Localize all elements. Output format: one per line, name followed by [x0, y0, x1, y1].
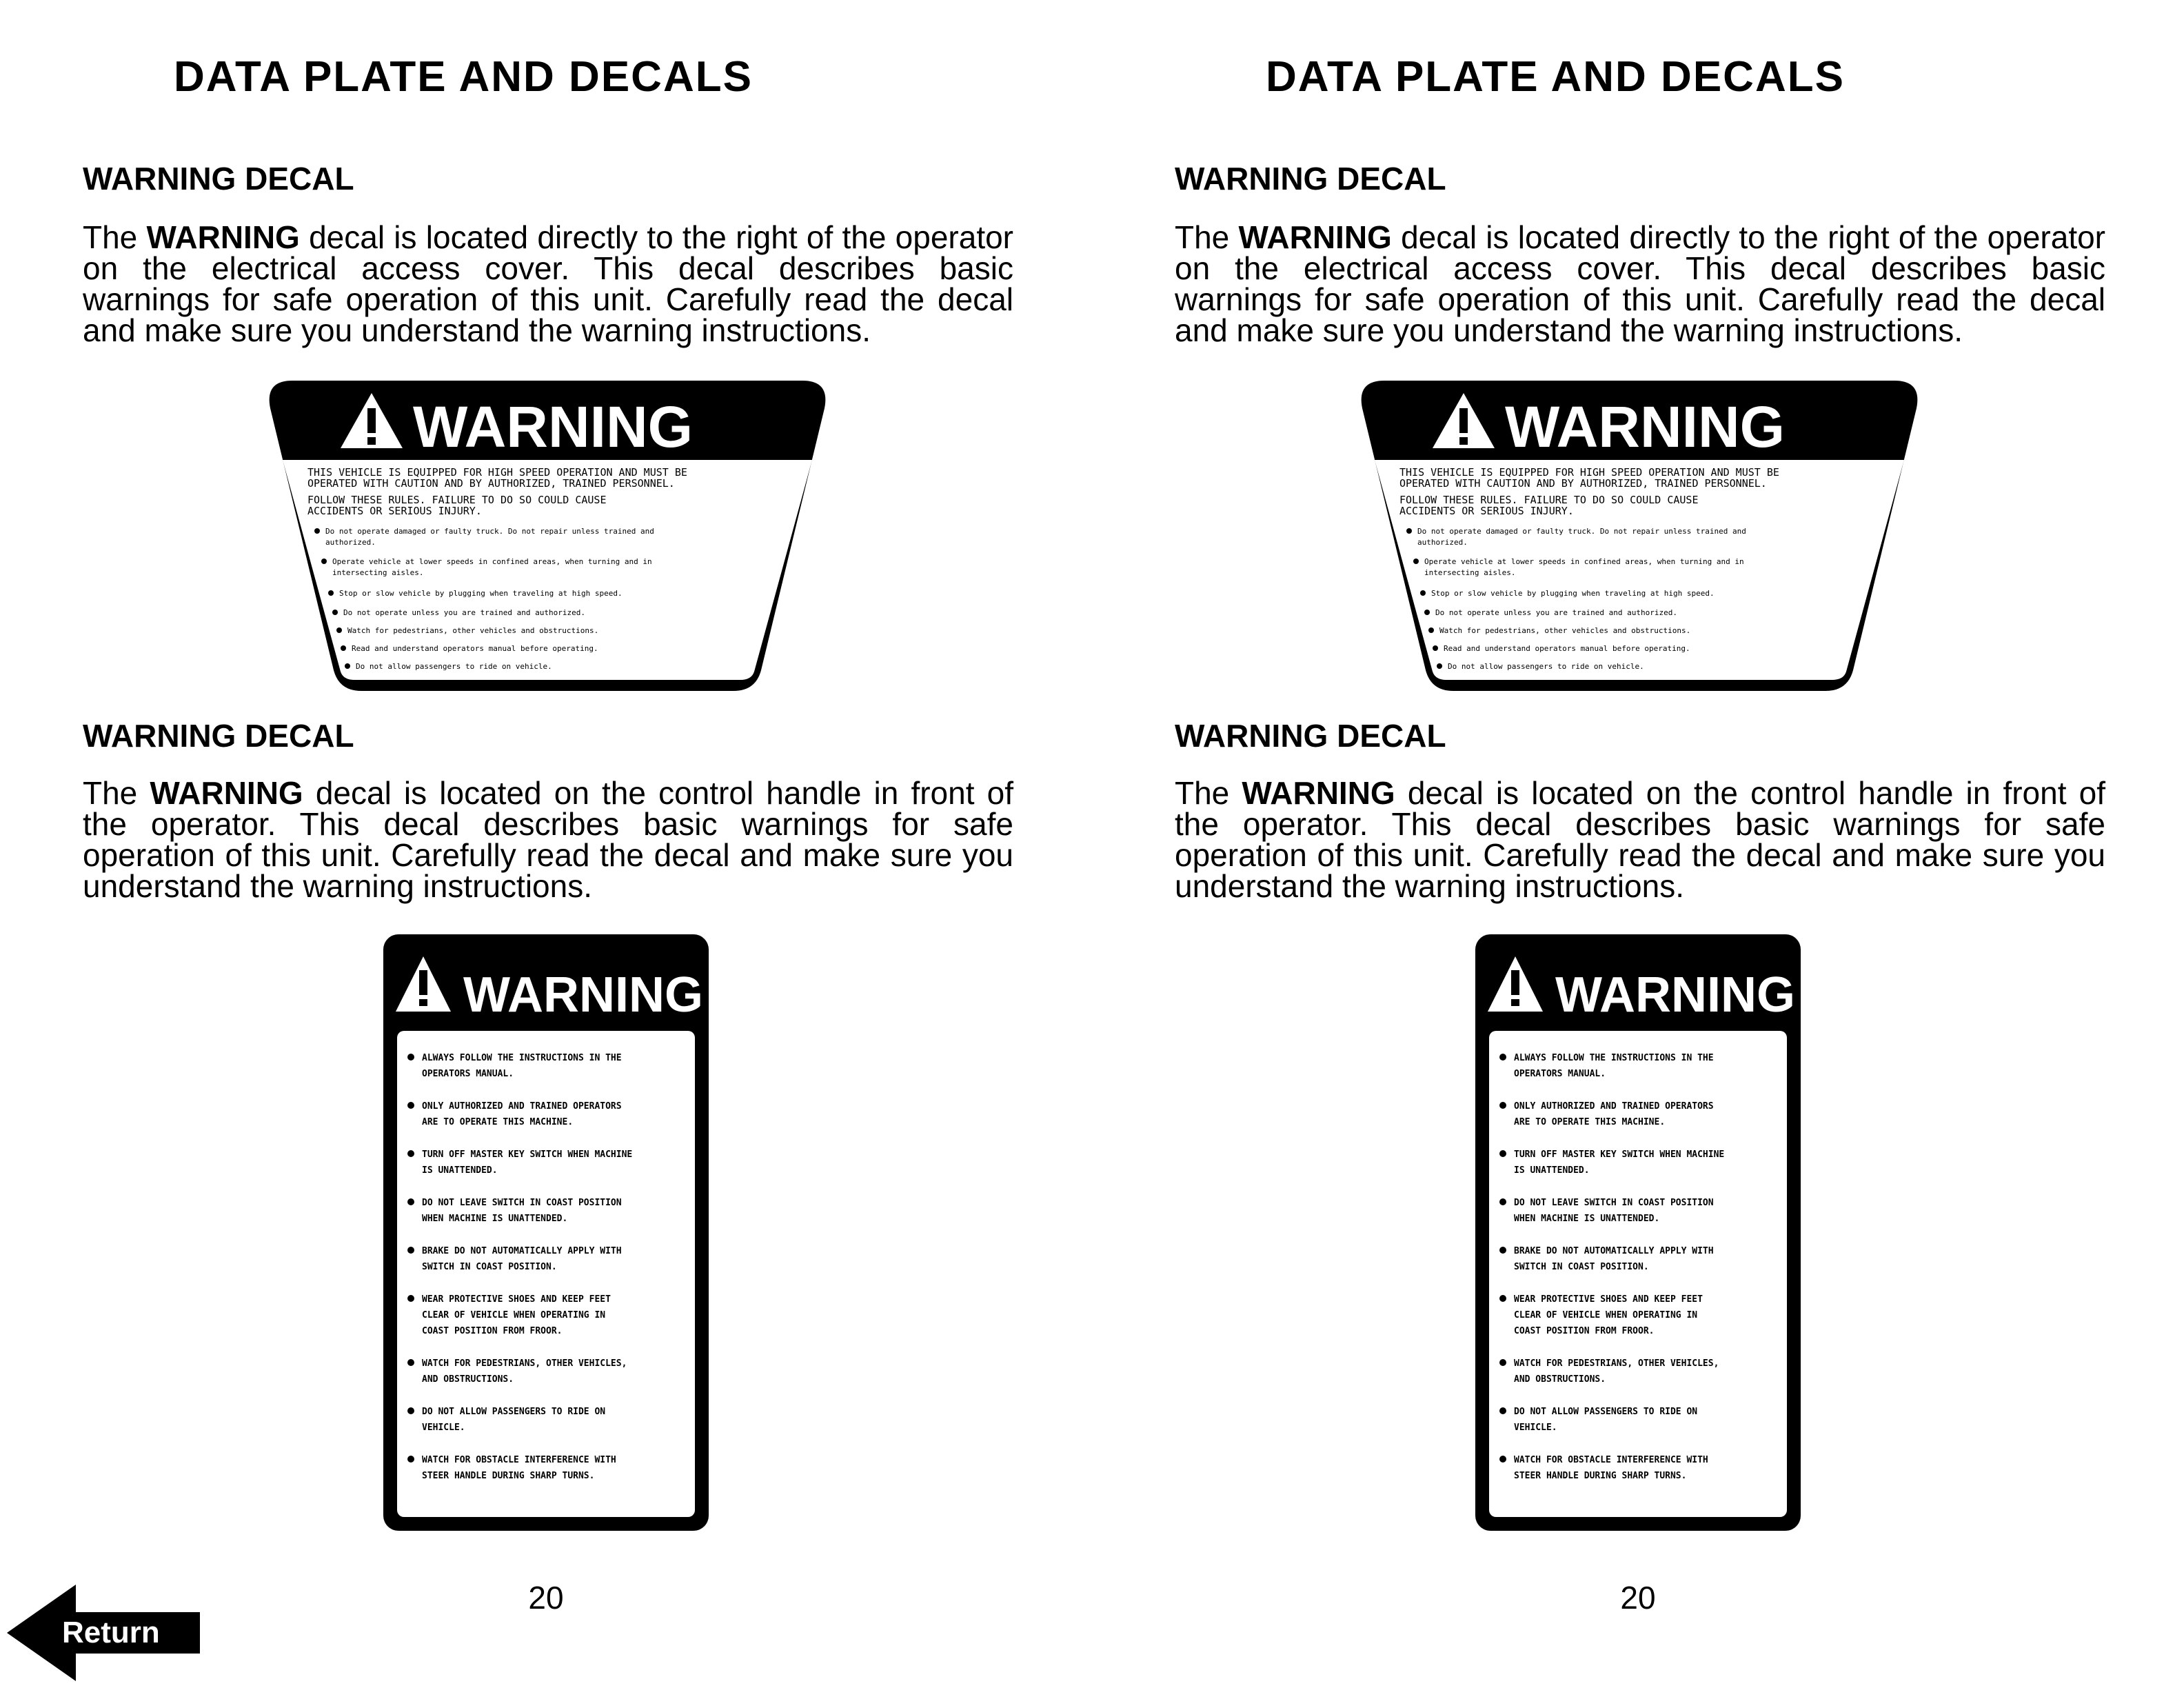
decal-item-text: BRAKE DO NOT AUTOMATICALLY APPLY WITH	[1514, 1246, 1714, 1256]
decal-item-text: CLEAR OF VEHICLE WHEN OPERATING IN	[1514, 1310, 1698, 1320]
decal-item-text: IS UNATTENDED.	[422, 1165, 498, 1176]
page-title: DATA PLATE AND DECALS	[1266, 53, 1845, 101]
return-button[interactable]	[7, 1585, 200, 1681]
decal-item-text: ALWAYS FOLLOW THE INSTRUCTIONS IN THE	[1514, 1053, 1714, 1063]
decal-item-text: SWITCH IN COAST POSITION.	[1514, 1262, 1649, 1272]
decal-item-text: WATCH FOR OBSTACLE INTERFERENCE WITH	[1514, 1455, 1708, 1465]
decal-header: WARNING	[463, 967, 703, 1023]
decal-item-text: TURN OFF MASTER KEY SWITCH WHEN MACHINE	[1514, 1149, 1725, 1160]
decal-item-text: SWITCH IN COAST POSITION.	[422, 1262, 557, 1272]
decal-item-text: BRAKE DO NOT AUTOMATICALLY APPLY WITH	[422, 1246, 622, 1256]
decal-text: OPERATED WITH CAUTION AND BY AUTHORIZED, TRAINED PERSONNEL.	[307, 477, 675, 490]
decal-item-text: ONLY AUTHORIZED AND TRAINED OPERATORS	[422, 1101, 622, 1112]
section-heading-1: WARNING DECAL	[83, 161, 354, 197]
section-paragraph-1: The WARNING decal is located directly to the right of the operator on the electrical access cover. This decal describes basic warnings for safe operation of this unit. Carefully read the decal and make sure you understand the warning instructions.	[83, 219, 1013, 348]
page-title: DATA PLATE AND DECALS	[174, 53, 753, 101]
section-heading-2: WARNING DECAL	[83, 718, 354, 754]
decal-bullet-text: Do not operate damaged or faulty truck. Do not repair unless trained and	[1417, 527, 1746, 536]
return-label: Return	[62, 1616, 160, 1649]
decal-bullet-text: Watch for pedestrians, other vehicles and obstructions.	[347, 626, 599, 635]
decal-bullet-text: Stop or slow vehicle by plugging when traveling at high speed.	[1431, 589, 1715, 598]
decal-bullet-text: Do not operate damaged or faulty truck. Do not repair unless trained and	[325, 527, 654, 536]
decal-item-text: WEAR PROTECTIVE SHOES AND KEEP FEET	[1514, 1294, 1703, 1305]
decal-text: THIS VEHICLE IS EQUIPPED FOR HIGH SPEED OPERATION AND MUST BE	[1399, 466, 1779, 479]
decal-item-text: ALWAYS FOLLOW THE INSTRUCTIONS IN THE	[422, 1053, 622, 1063]
decal-item-text: STEER HANDLE DURING SHARP TURNS.	[422, 1471, 595, 1481]
decal-item-text: COAST POSITION FROM FROOR.	[1514, 1326, 1655, 1336]
decal-item-text: WEAR PROTECTIVE SHOES AND KEEP FEET	[422, 1294, 611, 1305]
decal-item-text: WATCH FOR PEDESTRIANS, OTHER VEHICLES,	[1514, 1358, 1719, 1369]
decal-text: ACCIDENTS OR SERIOUS INJURY.	[307, 505, 482, 517]
page-number: 20	[1620, 1580, 1656, 1616]
decal-item-text: ARE TO OPERATE THIS MACHINE.	[1514, 1117, 1666, 1127]
decal-item-text: AND OBSTRUCTIONS.	[1514, 1374, 1606, 1385]
decal-bullet-text: Do not allow passengers to ride on vehicle.	[356, 662, 552, 671]
decal-item-text: VEHICLE.	[422, 1423, 465, 1433]
decal-item-text: DO NOT LEAVE SWITCH IN COAST POSITION	[1514, 1198, 1714, 1208]
decal-item-text: OPERATORS MANUAL.	[1514, 1069, 1606, 1079]
decal-text: FOLLOW THESE RULES. FAILURE TO DO SO COULD CAUSE	[307, 494, 607, 506]
decal-text: OPERATED WITH CAUTION AND BY AUTHORIZED, TRAINED PERSONNEL.	[1399, 477, 1767, 490]
decal-bullet-text: Do not operate unless you are trained and authorized.	[1435, 608, 1677, 617]
decal-bullet-text: Do not operate unless you are trained and authorized.	[343, 608, 585, 617]
decal-bullet-text: authorized.	[325, 538, 376, 547]
decal-text: FOLLOW THESE RULES. FAILURE TO DO SO COULD CAUSE	[1399, 494, 1699, 506]
decal-item-text: ONLY AUTHORIZED AND TRAINED OPERATORS	[1514, 1101, 1714, 1112]
decal-item-text: OPERATORS MANUAL.	[422, 1069, 514, 1079]
decal-item-text: DO NOT ALLOW PASSENGERS TO RIDE ON	[422, 1407, 606, 1417]
decal-bullet-text: authorized.	[1417, 538, 1468, 547]
decal-bullet-text: Watch for pedestrians, other vehicles and obstructions.	[1439, 626, 1691, 635]
decal-item-text: WATCH FOR PEDESTRIANS, OTHER VEHICLES,	[422, 1358, 627, 1369]
decal-header: WARNING	[1555, 967, 1795, 1023]
decal-item-text: VEHICLE.	[1514, 1423, 1557, 1433]
warning-decal-electrical-cover	[265, 381, 830, 691]
decal-item-text: TURN OFF MASTER KEY SWITCH WHEN MACHINE	[422, 1149, 633, 1160]
right-page	[1092, 0, 2184, 1688]
decal-bullet-text: Stop or slow vehicle by plugging when traveling at high speed.	[339, 589, 623, 598]
section-paragraph-1: The WARNING decal is located directly to the right of the operator on the electrical access cover. This decal describes basic warnings for safe operation of this unit. Carefully read the decal and make sure you understand the warning instructions.	[1175, 219, 2105, 348]
decal-item-text: WATCH FOR OBSTACLE INTERFERENCE WITH	[422, 1455, 616, 1465]
decal-item-text: ARE TO OPERATE THIS MACHINE.	[422, 1117, 574, 1127]
decal-bullet-text: Do not allow passengers to ride on vehicle.	[1448, 662, 1644, 671]
decal-text: ACCIDENTS OR SERIOUS INJURY.	[1399, 505, 1574, 517]
decal-bullet-text: Operate vehicle at lower speeds in confined areas, when turning and in	[332, 557, 652, 566]
decal-header: WARNING	[1505, 394, 1785, 459]
decal-item-text: IS UNATTENDED.	[1514, 1165, 1590, 1176]
warning-decal-control-handle	[1475, 934, 1801, 1531]
section-paragraph-2: The WARNING decal is located on the control handle in front of the operator. This decal describes basic warnings for safe operation of this unit. Carefully read the decal and make sure you understand the warning instructions.	[83, 775, 1013, 904]
decal-item-text: WHEN MACHINE IS UNATTENDED.	[422, 1214, 568, 1224]
section-heading-1: WARNING DECAL	[1175, 161, 1446, 197]
warning-decal-control-handle	[383, 934, 709, 1531]
decal-header: WARNING	[413, 394, 693, 459]
decal-bullet-text: Operate vehicle at lower speeds in confined areas, when turning and in	[1424, 557, 1744, 566]
decal-item-text: COAST POSITION FROM FROOR.	[422, 1326, 563, 1336]
decal-bullet-text: intersecting aisles.	[1424, 568, 1516, 577]
section-heading-2: WARNING DECAL	[1175, 718, 1446, 754]
warning-decal-electrical-cover	[1357, 381, 1922, 691]
decal-bullet-text: Read and understand operators manual before operating.	[352, 644, 598, 653]
decal-item-text: DO NOT LEAVE SWITCH IN COAST POSITION	[422, 1198, 622, 1208]
decal-bullet-text: Read and understand operators manual before operating.	[1444, 644, 1690, 653]
page-number: 20	[528, 1580, 564, 1616]
decal-item-text: CLEAR OF VEHICLE WHEN OPERATING IN	[422, 1310, 606, 1320]
decal-item-text: STEER HANDLE DURING SHARP TURNS.	[1514, 1471, 1687, 1481]
decal-bullet-text: intersecting aisles.	[332, 568, 424, 577]
decal-item-text: AND OBSTRUCTIONS.	[422, 1374, 514, 1385]
decal-item-text: DO NOT ALLOW PASSENGERS TO RIDE ON	[1514, 1407, 1698, 1417]
decal-text: THIS VEHICLE IS EQUIPPED FOR HIGH SPEED OPERATION AND MUST BE	[307, 466, 687, 479]
decal-item-text: WHEN MACHINE IS UNATTENDED.	[1514, 1214, 1660, 1224]
section-paragraph-2: The WARNING decal is located on the control handle in front of the operator. This decal describes basic warnings for safe operation of this unit. Carefully read the decal and make sure you understand the warning instructions.	[1175, 775, 2105, 904]
